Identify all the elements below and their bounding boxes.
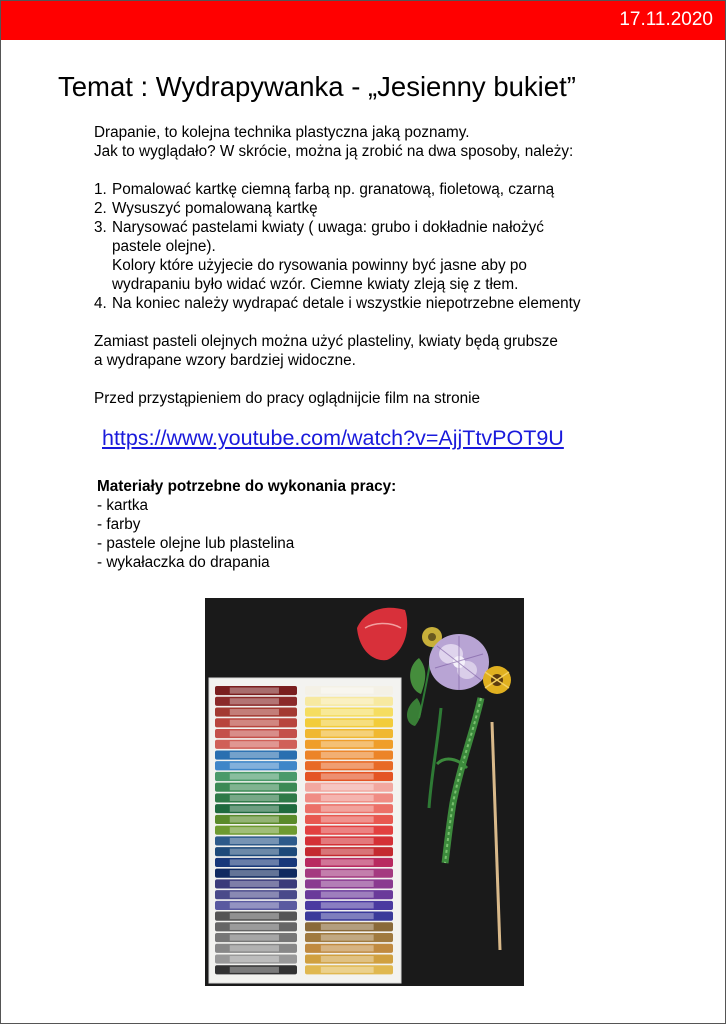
date-label: 17.11.2020 bbox=[619, 9, 713, 30]
step-item: 3. Narysować pastelami kwiaty ( uwaga: grubo i dokładnie nałożyć pastele olejne). Kolory które użyjecie do rysowania powinny być jasne aby po wydrapaniu było widać wzór. Ciemne kwiaty zleją się z tłem. bbox=[94, 219, 544, 293]
pastel-label bbox=[321, 902, 374, 908]
pastel-label bbox=[230, 924, 279, 930]
pastel-label bbox=[230, 902, 279, 908]
pastel-label bbox=[321, 720, 374, 726]
header-bar bbox=[1, 1, 725, 40]
pastel-label bbox=[321, 752, 374, 758]
pastel-label bbox=[230, 688, 279, 694]
pastel-label bbox=[321, 816, 374, 822]
pastel-label bbox=[321, 795, 374, 801]
pastel-label bbox=[230, 892, 279, 898]
pastel-label bbox=[321, 859, 374, 865]
pastel-label bbox=[230, 827, 279, 833]
video-intro: Przed przystąpieniem do pracy oglądnijcie film na stronie bbox=[94, 390, 481, 407]
pastel-label bbox=[230, 752, 279, 758]
pastel-label bbox=[321, 763, 374, 769]
material-item: - wykałaczka do drapania bbox=[97, 554, 270, 571]
step-item: 4. Na koniec należy wydrapać detale i wszystkie niepotrzebne elementy bbox=[94, 295, 581, 312]
pastel-label bbox=[321, 892, 374, 898]
pastel-label bbox=[230, 730, 279, 736]
pastel-label bbox=[321, 784, 374, 790]
pastel-label bbox=[321, 827, 374, 833]
steps-list bbox=[94, 180, 694, 313]
pastel-label bbox=[321, 870, 374, 876]
pastel-label bbox=[230, 935, 279, 941]
pastel-label bbox=[321, 924, 374, 930]
pastel-label bbox=[230, 816, 279, 822]
pastel-label bbox=[230, 741, 279, 747]
intro-line: Drapanie, to kolejna technika plastyczna jaką poznamy. bbox=[94, 124, 470, 141]
pastel-label bbox=[230, 773, 279, 779]
material-item: - kartka bbox=[97, 497, 148, 514]
intro-line: Jak to wyglądało? W skrócie, można ją zrobić na dwa sposoby, należy: bbox=[94, 143, 574, 160]
pastel-label bbox=[321, 967, 374, 973]
instructions-text bbox=[94, 123, 694, 408]
pastel-label bbox=[230, 720, 279, 726]
pastel-label bbox=[321, 688, 374, 694]
pastel-label bbox=[230, 838, 279, 844]
pastel-label bbox=[321, 956, 374, 962]
pastel-label bbox=[321, 773, 374, 779]
material-item: - pastele olejne lub plastelina bbox=[97, 535, 295, 552]
materials-heading: Materiały potrzebne do wykonania pracy: bbox=[97, 478, 397, 495]
note-line: Zamiast pasteli olejnych można użyć plasteliny, kwiaty będą grubsze bbox=[94, 333, 558, 350]
pastel-label bbox=[321, 709, 374, 715]
materials-list bbox=[97, 477, 396, 572]
pastel-label bbox=[230, 913, 279, 919]
youtube-link[interactable]: https://www.youtube.com/watch?v=AjjTtvPOT9U bbox=[102, 426, 564, 450]
pastel-label bbox=[230, 709, 279, 715]
material-item: - farby bbox=[97, 516, 141, 533]
pastel-label bbox=[321, 730, 374, 736]
pastel-label bbox=[321, 881, 374, 887]
step-item: 1. Pomalować kartkę ciemną farbą np. granatową, fioletową, czarną bbox=[94, 181, 555, 198]
pastel-label bbox=[321, 741, 374, 747]
pastels-left-column bbox=[215, 686, 297, 974]
pastels-right-column bbox=[305, 686, 393, 974]
pastel-label bbox=[230, 870, 279, 876]
note-line: a wydrapane wzory bardziej widoczne. bbox=[94, 352, 356, 369]
pastel-label bbox=[230, 795, 279, 801]
pastel-label bbox=[230, 967, 279, 973]
pastel-label bbox=[230, 945, 279, 951]
pastel-label bbox=[321, 945, 374, 951]
pastel-label bbox=[321, 913, 374, 919]
step-item: 2. Wysuszyć pomalowaną kartkę bbox=[94, 200, 318, 217]
pastel-label bbox=[321, 806, 374, 812]
pastel-label bbox=[230, 956, 279, 962]
example-photo bbox=[205, 598, 524, 986]
pastel-label bbox=[230, 859, 279, 865]
pastel-label bbox=[321, 935, 374, 941]
pastel-label bbox=[321, 838, 374, 844]
pastel-label bbox=[230, 806, 279, 812]
page-title: Temat : Wydrapywanka - „Jesienny bukiet” bbox=[58, 71, 576, 102]
pastel-label bbox=[230, 763, 279, 769]
pastel-label bbox=[321, 698, 374, 704]
pastel-label bbox=[230, 849, 279, 855]
pastel-label bbox=[230, 881, 279, 887]
pastel-label bbox=[321, 849, 374, 855]
pastel-label bbox=[230, 698, 279, 704]
pastel-label bbox=[230, 784, 279, 790]
